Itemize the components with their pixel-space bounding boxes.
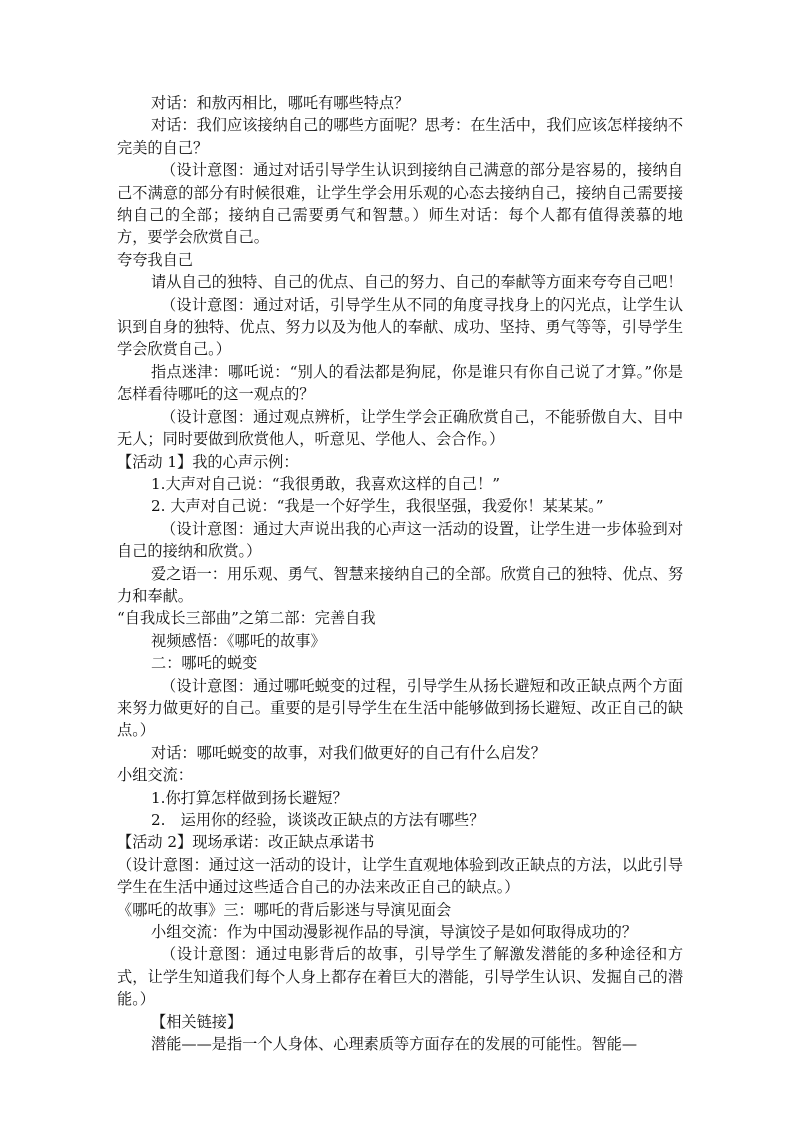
paragraph-group-discussion-director: 小组交流：作为中国动漫影视作品的导演，导演饺子是如何取得成功的？: [151, 923, 637, 942]
paragraph-potential-definition: 潜能——是指一个人身体、心理素质等方面存在的发展的可能性。智能—: [151, 1035, 637, 1054]
section-heading-praise-myself: 夸夸我自己: [117, 250, 193, 269]
paragraph-guidance-nezha-quote: 指点迷津：哪吒说：“别人的看法都是狗屁，你是谁只有你自己说了才算。”你是怎样看待哪吒的这一观点的？: [117, 362, 683, 404]
subheading-nezha-part-three: 《哪吒的故事》三：哪吒的背后影迷与导演见面会: [117, 900, 452, 919]
paragraph-design-intent-7: （设计意图：通过电影背后的故事，引导学生了解激发潜能的多种途径和方式，让学生知道我们每个人身上都存在着巨大的潜能，引导学生认识、发掘自己的潜能。）: [117, 945, 683, 1009]
group-discussion-heading: 小组交流：: [117, 766, 193, 785]
document-body: [117, 92, 683, 1055]
paragraph-words-of-love-1: 爱之语一：用乐观、勇气、智慧来接纳自己的全部。欣赏自己的独特、优点、努力和奉献。: [117, 564, 683, 605]
group-question-1: 1.你打算怎样做到扬长避短？: [151, 788, 348, 807]
paragraph-praise-instruction: 请从自己的独特、自己的优点、自己的努力、自己的奉献等方面来夸夸自己吧！: [151, 273, 683, 292]
paragraph-design-intent-2: （设计意图：通过对话，引导学生从不同的角度寻找身上的闪光点，让学生认识到自身的独特、优点、努力以及为他人的奉献、成功、坚持、勇气等等，引导学生学会欣赏自己。）: [117, 295, 683, 359]
activity-2-heading: 【活动 2】现场承诺：改正缺点承诺书: [117, 833, 375, 852]
paragraph-design-intent-5: （设计意图：通过哪吒蜕变的过程，引导学生从扬长避短和改正缺点两个方面来努力做更好的自己。重要的是引导学生在生活中能够做到扬长避短、改正自己的缺点。）: [117, 676, 683, 740]
paragraph-video-reflection: 视频感悟：《哪吒的故事》: [151, 631, 326, 650]
paragraph-design-intent-3: （设计意图：通过观点辨析，让学生学会正确欣赏自己，不能骄傲自大、目中无人；同时要做到欣赏他人，听意见、学他人、会合作。）: [117, 407, 683, 449]
group-question-2: 2. 运用你的经验，谈谈改正缺点的方法有哪些？: [151, 811, 485, 829]
activity-1-item-1: 1.大声对自己说：“我很勇敢，我喜欢这样的自己！”: [151, 474, 500, 493]
paragraph-design-intent-1: （设计意图：通过对话引导学生认识到接纳自己满意的部分是容易的，接纳自己不满意的部分有时候很难，让学生学会用乐观的心态去接纳自己，接纳自己需要接纳自己的全部；接纳自己需要勇气和智慧。）师生对话：每个人都有值得羡慕的地方，要学会欣赏自己。: [117, 161, 683, 247]
paragraph-dialogue-transformation: 对话：哪吒蜕变的故事，对我们做更好的自己有什么启发？: [151, 743, 546, 762]
activity-1-heading: 【活动 1】我的心声示例：: [117, 452, 299, 471]
activity-1-item-2: 2. 大声对自己说：“我是一个好学生，我很坚强，我爱你！某某某。”: [151, 497, 604, 516]
paragraph-dialogue-accept-self: 对话：我们应该接纳自己的哪些方面呢？思考：在生活中，我们应该怎样接纳不完美的自己？: [117, 116, 683, 157]
related-links-heading: 【相关链接】: [151, 1012, 243, 1031]
subheading-nezha-transformation: 二：哪吒的蜕变: [151, 654, 258, 673]
paragraph-design-intent-4: （设计意图：通过大声说出我的心声这一活动的设置，让学生进一步体验到对自己的接纳和欣赏。）: [117, 519, 683, 561]
paragraph-dialogue-nezha-traits: 对话：和敖丙相比，哪吒有哪些特点？: [151, 94, 410, 112]
paragraph-design-intent-6: （设计意图：通过这一活动的设计，让学生直观地体验到改正缺点的方法，以此引导学生在生活中通过这些适合自己的办法来改正自己的缺点。）: [117, 855, 683, 897]
section-heading-part-two: “自我成长三部曲”之第二部：完善自我: [117, 609, 376, 628]
